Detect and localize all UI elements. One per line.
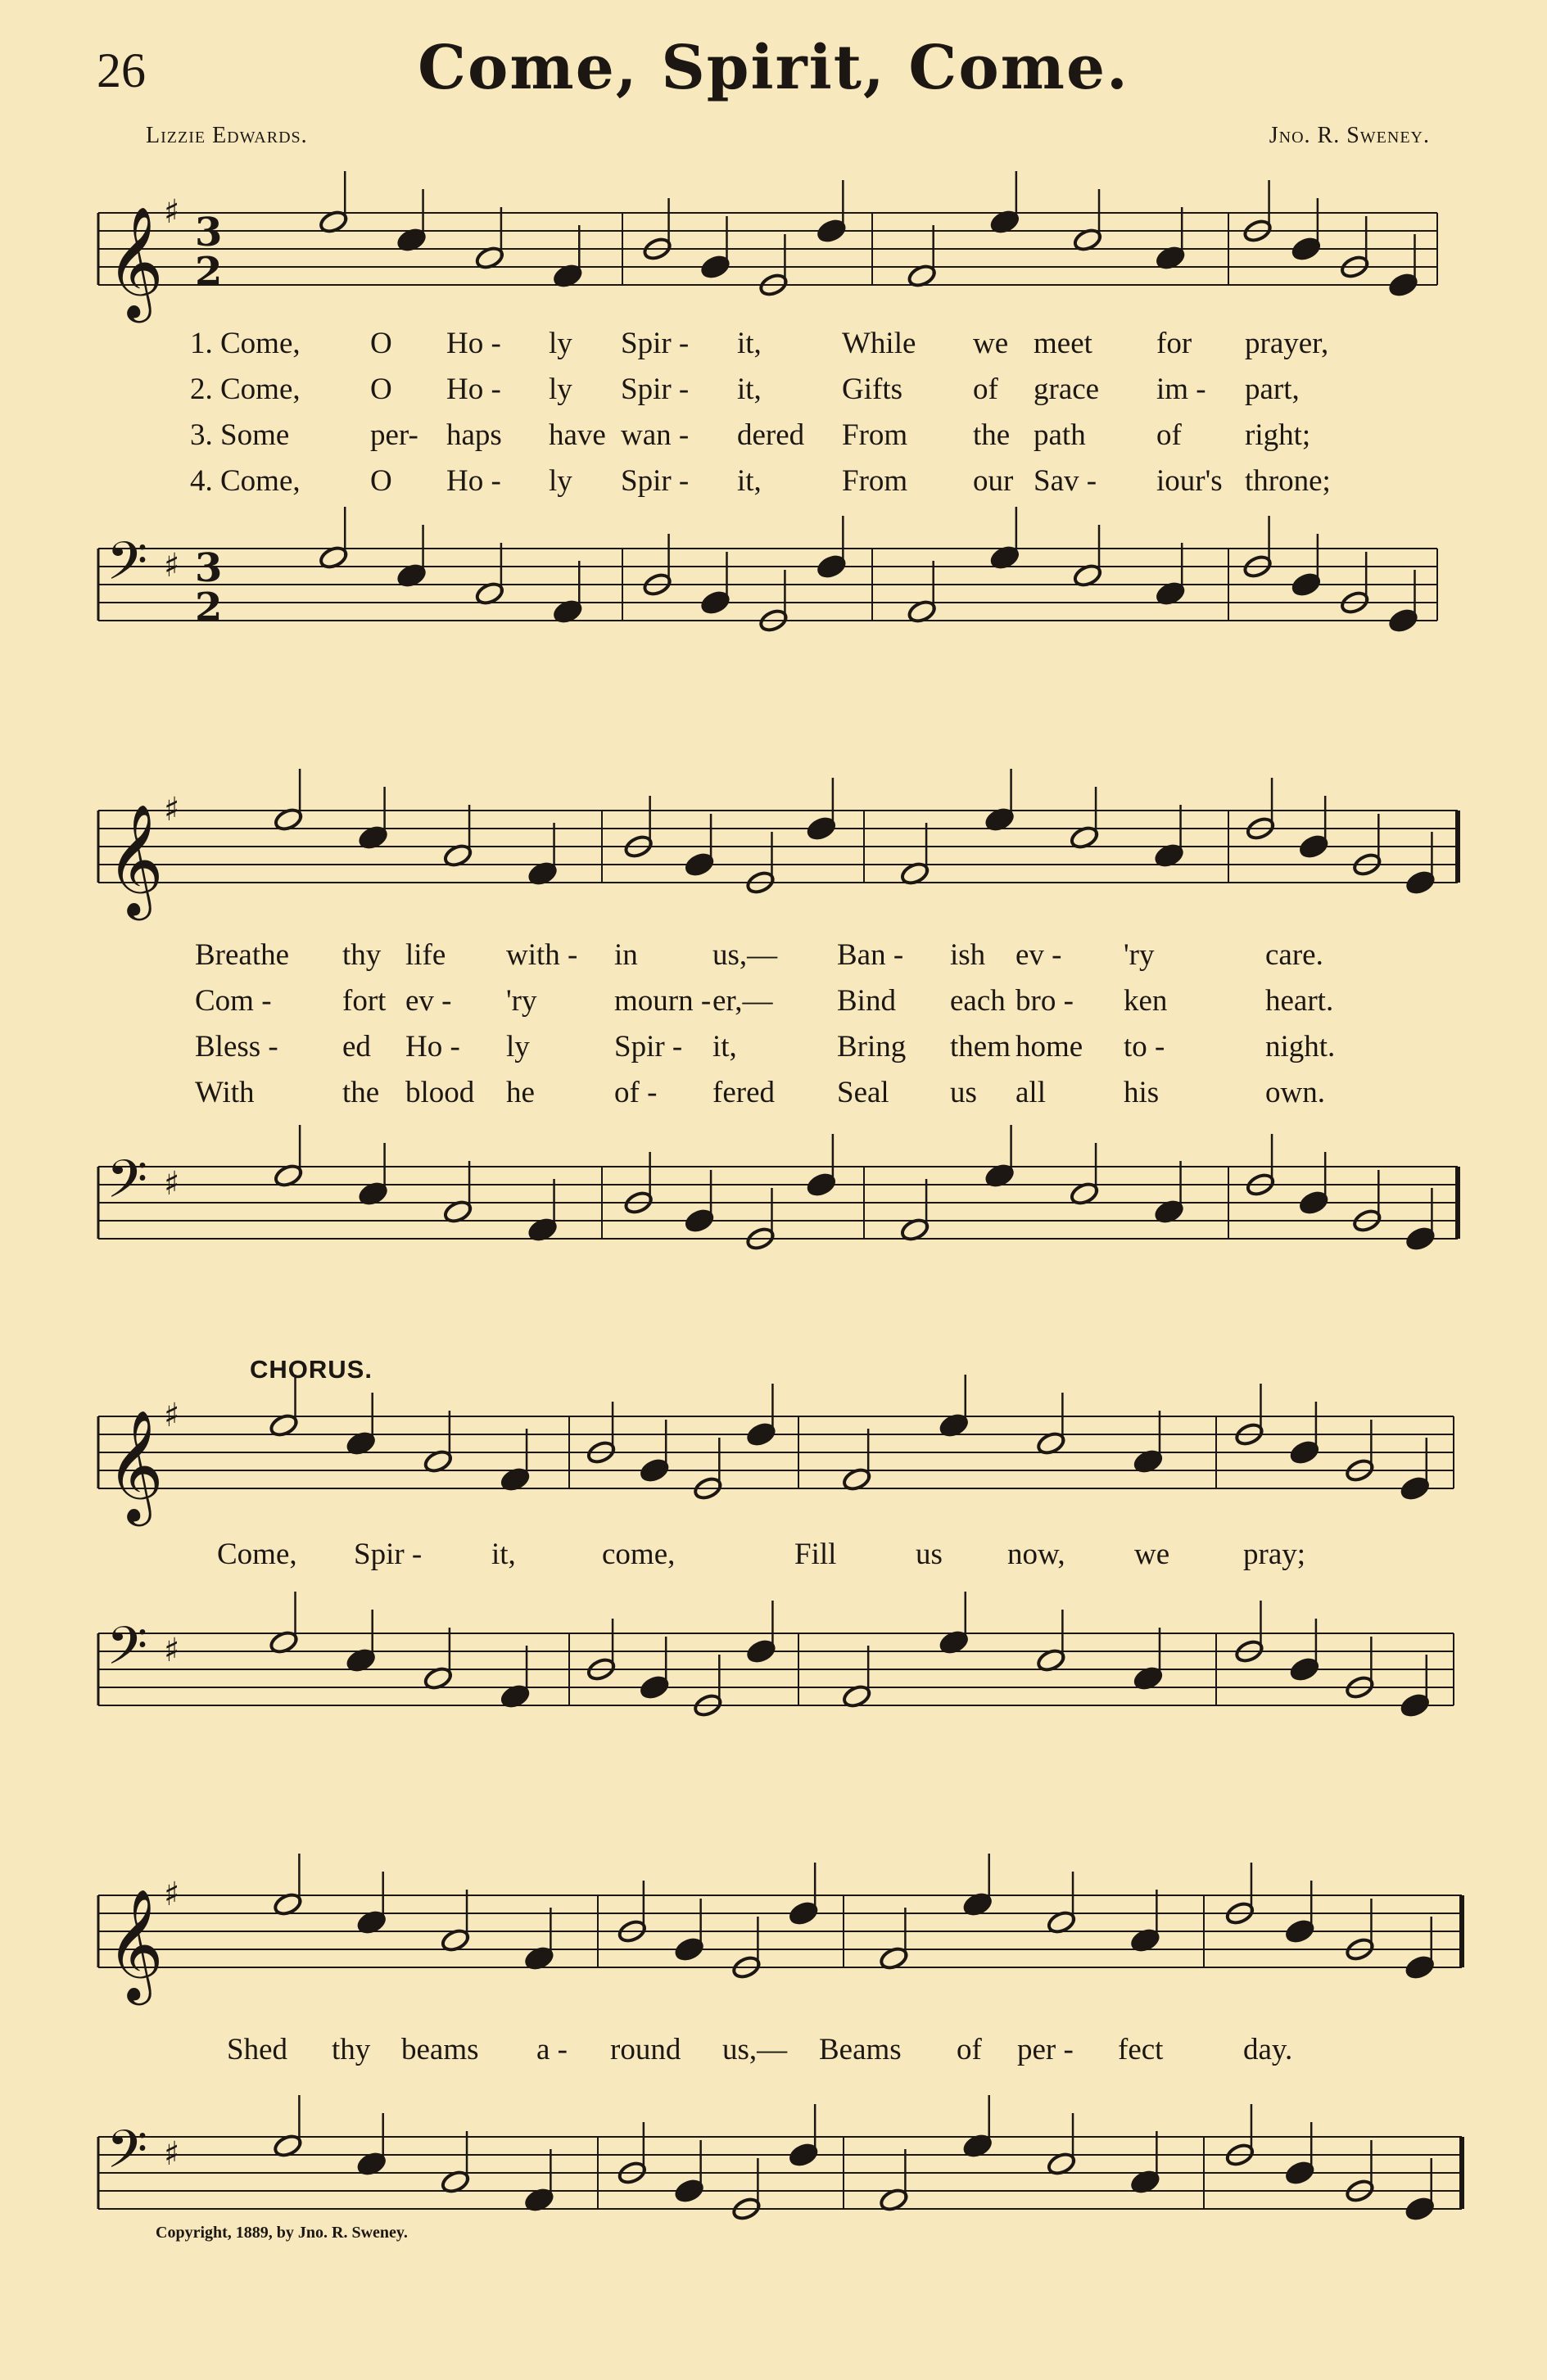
lyric-syllable: of - (614, 1076, 658, 1109)
lyric-syllable: 4. Come, (190, 464, 301, 498)
lyric-syllable: life (405, 938, 446, 972)
lyric-syllable: ish (950, 938, 986, 972)
treble-clef-icon: 𝄞 (106, 1887, 164, 2000)
lyric-syllable: ly (549, 327, 572, 360)
lyric-syllable: each (950, 984, 1006, 1018)
lyric-syllable: Ho - (446, 464, 501, 498)
lyric-syllable: throne; (1245, 464, 1331, 498)
lyric-syllable: the (342, 1076, 380, 1109)
lyric-syllable: While (842, 327, 916, 360)
lyric-syllable: us (916, 1538, 943, 1571)
lyric-syllable: we (1134, 1538, 1170, 1571)
key-signature-sharp-icon: ♯ (164, 1632, 180, 1669)
lyric-syllable: fect (1118, 2033, 1164, 2066)
staff-lines (98, 1416, 1454, 1488)
lyric-syllable: it, (737, 464, 762, 498)
bass-clef-icon: 𝄢 (106, 2120, 148, 2193)
lyric-syllable: all (1016, 1076, 1046, 1109)
lyric-syllable: 1. Come, (190, 327, 301, 360)
lyric-syllable: ly (506, 1030, 530, 1064)
lyric-syllable: us,— (712, 938, 778, 972)
lyric-syllable: in (614, 938, 638, 972)
lyric-syllable: O (370, 373, 392, 406)
lyric-syllable: day. (1243, 2033, 1293, 2066)
key-signature-sharp-icon: ♯ (164, 1397, 180, 1434)
lyric-syllable: From (842, 464, 908, 498)
lyric-syllable: mourn - (614, 984, 712, 1018)
bass-clef-icon: 𝄢 (106, 1149, 148, 1223)
lyric-syllable: night. (1265, 1030, 1336, 1064)
lyric-syllable: ly (549, 464, 572, 498)
lyric-syllable: them (950, 1030, 1011, 1064)
lyric-syllable: Ho - (405, 1030, 460, 1064)
lyric-syllable: us,— (722, 2033, 788, 2066)
lyric-syllable: 'ry (1124, 938, 1155, 972)
lyric-syllable: grace (1034, 373, 1100, 406)
bass-clef-icon: 𝄢 (106, 531, 148, 605)
lyric-syllable: it, (737, 327, 762, 360)
lyric-syllable: Bless - (195, 1030, 278, 1064)
system-1-treble-staff (0, 192, 1547, 318)
lyric-syllable: per - (1017, 2033, 1074, 2066)
copyright-notice: Copyright, 1889, by Jno. R. Sweney. (156, 2224, 408, 2242)
lyric-syllable: haps (446, 418, 502, 452)
system-1-bass-staff (0, 528, 1547, 643)
lyric-syllable: O (370, 464, 392, 498)
lyric-syllable: From (842, 418, 908, 452)
lyric-syllable: er,— (712, 984, 773, 1018)
lyric-line (0, 1029, 1547, 1072)
lyric-syllable: Spir - (621, 373, 690, 406)
lyric-syllable: ed (342, 1030, 371, 1064)
lyric-line (0, 463, 1547, 506)
lyric-syllable: ev - (1016, 938, 1062, 972)
lyric-syllable: his (1124, 1076, 1160, 1109)
lyric-syllable: dered (737, 418, 805, 452)
lyric-syllable: heart. (1265, 984, 1334, 1018)
lyric-syllable: pray; (1243, 1538, 1306, 1571)
lyric-syllable: of (1156, 418, 1182, 452)
lyric-syllable: ly (549, 373, 572, 406)
lyric-syllable: 2. Come, (190, 373, 301, 406)
lyric-syllable: With (195, 1076, 255, 1109)
staff-lines (98, 213, 1437, 285)
lyric-syllable: Seal (837, 1076, 889, 1109)
lyric-syllable: fort (342, 984, 387, 1018)
treble-clef-icon: 𝄞 (106, 205, 164, 318)
lyric-syllable: Spir - (354, 1538, 423, 1571)
lyric-line (0, 372, 1547, 414)
lyric-syllable: Ho - (446, 327, 501, 360)
lyric-syllable: it, (491, 1538, 516, 1571)
bass-clef-icon: 𝄢 (106, 1616, 148, 1690)
lyric-syllable: right; (1245, 418, 1311, 452)
system-2-treble-staff (0, 790, 1547, 915)
chorus-treble-staff-2 (0, 1875, 1547, 2000)
lyric-syllable: wan - (621, 418, 690, 452)
lyric-syllable: it, (712, 1030, 737, 1064)
lyric-syllable: Beams (819, 2033, 902, 2066)
lyric-syllable: fered (712, 1076, 775, 1109)
lyric-syllable: with - (506, 938, 578, 972)
lyric-syllable: have (549, 418, 606, 452)
lyric-syllable: Come, (217, 1538, 297, 1571)
lyric-syllable: part, (1245, 373, 1300, 406)
lyric-syllable: us (950, 1076, 977, 1109)
lyric-syllable: we (973, 327, 1009, 360)
page-number: 26 (97, 43, 146, 97)
chorus-bass-staff-2 (0, 2116, 1547, 2231)
lyric-syllable: of (957, 2033, 982, 2066)
key-signature-sharp-icon: ♯ (164, 193, 180, 231)
lyric-syllable: he (506, 1076, 535, 1109)
composer-credit: Jno. R. Sweney. (1269, 123, 1430, 148)
staff-lines (98, 2137, 1462, 2209)
lyric-syllable: Spir - (621, 327, 690, 360)
staff-lines (98, 1895, 1462, 1967)
lyric-syllable: round (610, 2033, 681, 2066)
chorus-bass-staff (0, 1613, 1547, 1727)
lyric-line (0, 1537, 1547, 1579)
lyric-syllable: now, (1007, 1538, 1065, 1571)
treble-clef-icon: 𝄞 (106, 1408, 164, 1521)
lyric-syllable: Breathe (195, 938, 290, 972)
lyric-syllable: meet (1034, 327, 1092, 360)
lyric-syllable: Spir - (621, 464, 690, 498)
time-signature-bottom: 2 (195, 249, 223, 295)
lyric-syllable: beams (401, 2033, 479, 2066)
key-signature-sharp-icon: ♯ (164, 547, 180, 585)
lyric-line (0, 937, 1547, 980)
lyric-syllable: Bring (837, 1030, 907, 1064)
lyric-syllable: 3. Some (190, 418, 290, 452)
lyric-syllable: home (1016, 1030, 1083, 1064)
staff-lines (98, 1633, 1454, 1705)
lyric-syllable: path (1034, 418, 1086, 452)
lyric-syllable: own. (1265, 1076, 1325, 1109)
lyric-syllable: come, (602, 1538, 676, 1571)
lyric-line (0, 418, 1547, 460)
key-signature-sharp-icon: ♯ (164, 791, 180, 829)
time-signature-top: 3 (195, 545, 223, 591)
chorus-treble-staff (0, 1396, 1547, 1521)
lyric-syllable: of (973, 373, 998, 406)
lyric-syllable: thy (332, 2033, 371, 2066)
lyric-syllable: to - (1124, 1030, 1165, 1064)
lyric-syllable: Fill (794, 1538, 837, 1571)
key-signature-sharp-icon: ♯ (164, 2135, 180, 2173)
lyric-syllable: 'ry (506, 984, 537, 1018)
lyric-syllable: ken (1124, 984, 1168, 1018)
time-signature-bottom: 2 (195, 585, 223, 630)
chorus-label: CHORUS. (250, 1355, 373, 1384)
lyric-syllable: bro - (1016, 984, 1074, 1018)
key-signature-sharp-icon: ♯ (164, 1876, 180, 1913)
lyric-syllable: per- (370, 418, 418, 452)
lyric-syllable: prayer, (1245, 327, 1329, 360)
lyric-line (0, 1075, 1547, 1118)
lyric-syllable: iour's (1156, 464, 1223, 498)
staff-lines (98, 549, 1437, 621)
lyric-syllable: for (1156, 327, 1192, 360)
lyric-line (0, 2032, 1547, 2075)
lyric-syllable: im - (1156, 373, 1206, 406)
lyric-syllable: ev - (405, 984, 452, 1018)
key-signature-sharp-icon: ♯ (164, 1165, 180, 1203)
lyric-syllable: Gifts (842, 373, 902, 406)
lyric-syllable: Ban - (837, 938, 904, 972)
treble-clef-icon: 𝄞 (106, 802, 164, 915)
lyric-syllable: Spir - (614, 1030, 683, 1064)
lyric-line (0, 326, 1547, 368)
hymn-title: Come, Spirit, Come. (418, 33, 1129, 103)
lyric-line (0, 983, 1547, 1026)
lyric-syllable: blood (405, 1076, 475, 1109)
lyric-syllable: Ho - (446, 373, 501, 406)
lyricist-credit: Lizzie Edwards. (146, 123, 308, 148)
lyric-syllable: a - (536, 2033, 568, 2066)
system-2-bass-staff (0, 1146, 1547, 1261)
lyric-syllable: care. (1265, 938, 1323, 972)
lyric-syllable: Shed (227, 2033, 287, 2066)
lyric-syllable: thy (342, 938, 382, 972)
lyric-syllable: the (973, 418, 1011, 452)
lyric-syllable: O (370, 327, 392, 360)
lyric-syllable: it, (737, 373, 762, 406)
lyric-syllable: our (973, 464, 1014, 498)
time-signature-top: 3 (195, 210, 223, 255)
lyric-syllable: Sav - (1034, 464, 1097, 498)
lyric-syllable: Bind (837, 984, 896, 1018)
lyric-syllable: Com - (195, 984, 272, 1018)
